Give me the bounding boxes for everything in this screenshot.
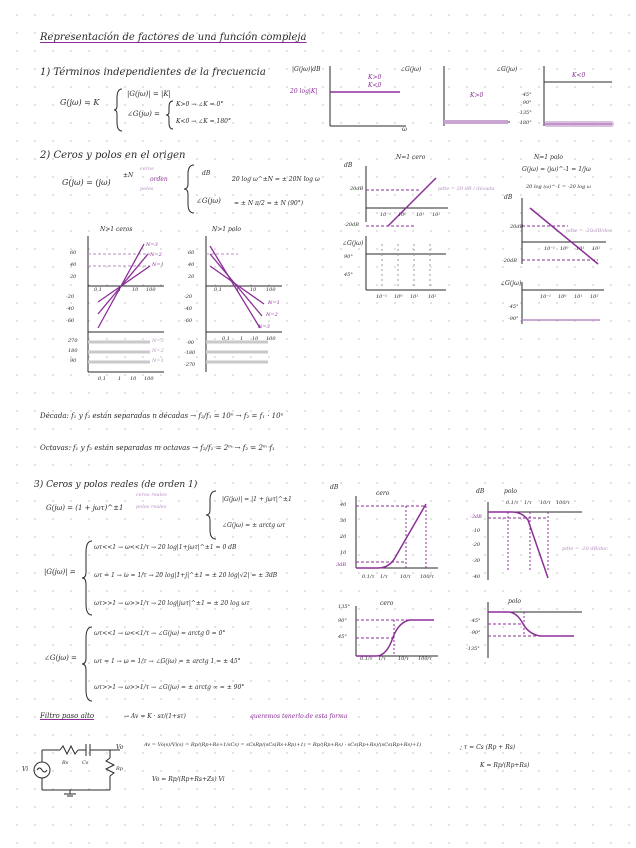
s3-pz-ylabel: dB — [476, 488, 485, 495]
s2-n1-p-x3: 10² — [592, 246, 601, 252]
s2-db-eq: 20 log ω^±N = ± 20N log ω — [232, 176, 320, 183]
s1-g1-kneg: K<0 — [368, 82, 382, 89]
s2-p-y5: -60 — [184, 318, 193, 324]
s2-p-px1: 1 — [240, 336, 244, 342]
s3-mag-lbl: |G(jω)| = — [44, 568, 76, 576]
s2-n1-polo-ylabel: dB — [504, 194, 513, 201]
s2-n1-cero-ylabel: dB — [344, 162, 353, 169]
s3-ann-ceros: ceros reales — [136, 492, 167, 498]
s3-m3: ωτ>>1 → ω>>1/τ → 20 log|jωτ|^±1 = ± 20 log ωτ — [94, 600, 250, 607]
s2-p-n3: N=3 — [258, 324, 270, 330]
s2-n1-p-px2: 10¹ — [574, 294, 583, 300]
s2-p-px2: 10 — [252, 336, 259, 342]
s2-p-y1: 40 — [188, 262, 195, 268]
s2-c-y2: 20 — [70, 274, 77, 280]
s3-cph-x0: 0.1/τ — [360, 656, 373, 662]
s3-pz-y2: -20 — [472, 542, 481, 548]
circuit-diagram — [30, 740, 140, 798]
s1-g3-tick-2: -135° — [518, 110, 532, 116]
s1-mag-graph — [322, 66, 412, 132]
s2-polo-eq1: G(jω) = (jω)^-1 = 1/jω — [522, 166, 591, 173]
s1-kpos: K>0 → ∠K = 0° — [176, 101, 224, 108]
s2-polo-eq2: 20 log (ω)^-1 = -20 log ω — [526, 184, 591, 190]
s2-c-px1: 1 — [118, 376, 122, 382]
s3-cz-y0: 40 — [340, 502, 347, 508]
s2-c-ph0: 270 — [68, 338, 78, 344]
section-3-heading: 3) Ceros y polos reales (de orden 1) — [34, 480, 198, 490]
s2-n1-p-x1: 10⁰ — [560, 246, 569, 252]
section-2-heading: 2) Ceros y polos en el origen — [40, 150, 186, 161]
s2-p-ph2: -270 — [184, 362, 196, 368]
s2-c-y3: -20 — [66, 294, 75, 300]
s3-cz-y4: 3dB — [336, 562, 347, 568]
s2-p-px3: 100 — [266, 336, 276, 342]
s2-n-ceros: N>1 ceros — [100, 226, 133, 233]
s1-g3-tick-0: -45° — [521, 92, 532, 98]
s3-cph-x2: 10/τ — [398, 656, 409, 662]
s3-cz-y2: 20 — [340, 534, 347, 540]
s3-cz-x0: 0.1/τ — [362, 574, 375, 580]
s2-c-x0: 0,1 — [94, 287, 102, 293]
s2-n1-c-px0: 10⁻¹ — [376, 294, 388, 300]
s3-ph-lbl: ∠G(jω) = — [44, 654, 77, 662]
s2-c-n3: N=3 — [146, 242, 158, 248]
s1-g3-k: K<0 — [572, 72, 586, 79]
s2-c-x1: 1 — [118, 287, 122, 293]
s1-g2-ylabel: ∠G(jω) — [400, 66, 422, 73]
s2-c-ph1: 180 — [68, 348, 78, 354]
s2-exp: ±N — [123, 172, 134, 179]
s2-n1-c-px1: 10⁰ — [394, 294, 403, 300]
s3-polo-title: polo — [504, 488, 517, 495]
s1-mag: |G(jω)| = |K| — [127, 90, 171, 98]
s2-n1-cero: N=1 cero — [396, 154, 426, 161]
s2-c-phn3: N=3 — [152, 338, 164, 344]
s2-n1-c-px3: 10² — [428, 294, 437, 300]
s2-n1-polo: N=1 polo — [534, 154, 563, 161]
s3-pz-x0: 0.1/τ — [506, 500, 519, 506]
s3-cz-y1: 30 — [340, 518, 347, 524]
s3-pz-y1: -10 — [472, 528, 481, 534]
s2-n1-p-x2: 10¹ — [576, 246, 585, 252]
s1-g3-tick-1: -90° — [521, 100, 532, 106]
decada-text: Década: f₁ y f₂ están separadas n décadas → f₂/f₁ = 10ⁿ → f₂ = f₁ · 10ⁿ — [40, 412, 284, 420]
s3-pz-x3: 100/τ — [556, 500, 570, 506]
s2-c-y5: -60 — [66, 318, 75, 324]
s3-cph-y2: 45° — [338, 634, 347, 640]
s3-pph-y2: -135° — [466, 646, 480, 652]
s2-ph-label: ∠G(jω) — [196, 197, 221, 205]
s2-c-y0: 60 — [70, 250, 77, 256]
s2-n1-polo-m20db: -20dB — [502, 258, 517, 264]
s2-n1-p-px0: 10⁻¹ — [540, 294, 552, 300]
s3-cph-x3: 100/τ — [418, 656, 432, 662]
s3-cz-x1: 1/τ — [380, 574, 388, 580]
s3-pph-y1: -90° — [470, 630, 481, 636]
s2-n1-polo-m45: -45° — [508, 304, 519, 310]
s2-c-phn1: N=1 — [152, 358, 164, 364]
s3-cph-y1: 90° — [338, 618, 347, 624]
s2-p-n2: N=2 — [266, 312, 278, 318]
circuit-cs: Cs — [82, 760, 89, 766]
s2-p-ph0: -90 — [186, 340, 195, 346]
s3-mag: |G(jω)| = |1 + jωτ|^±1 — [222, 496, 292, 503]
s3-cero-title: cero — [376, 490, 390, 497]
s2-n-polos: N>1 polo — [212, 226, 241, 233]
s2-n1-c-x3: 10² — [432, 212, 441, 218]
s3-pz-x2: 10/τ — [540, 500, 551, 506]
filtro-eq-vo: Vo = Rp/(Rp+Rs+Zs) Vi — [152, 776, 225, 783]
s2-n1-cero-ph: ∠G(jω) — [342, 240, 364, 247]
s2-c-n2: N=2 — [150, 252, 162, 258]
s2-brace — [184, 164, 196, 214]
s2-polos-graphs — [198, 236, 288, 376]
s2-c-x3: 100 — [146, 287, 156, 293]
s2-n1-cero-45: 45° — [344, 272, 353, 278]
s2-p-y4: -40 — [184, 306, 193, 312]
s1-g2-k: K>0 — [470, 92, 484, 99]
page-title: Representación de factores de una función compleja — [40, 32, 307, 43]
s2-p-x3: 100 — [266, 287, 276, 293]
s3-polo-ph-title: polo — [508, 598, 521, 605]
s1-brace2 — [166, 100, 174, 130]
s2-n1-cero-graph — [350, 166, 450, 306]
s2-n1-cero-20db: 20dB — [350, 186, 364, 192]
s2-c-y4: -40 — [66, 306, 75, 312]
s3-polo-mag-graph — [478, 502, 588, 582]
s3-cz-x2: 10/τ — [400, 574, 411, 580]
s3-pz-x1: 1/τ — [524, 500, 532, 506]
s3-pz-y4: -40 — [472, 574, 481, 580]
s3-ph-brace — [82, 626, 94, 702]
s1-g1-kpos: K>0 — [368, 74, 382, 81]
filtro-title: Filtro paso alto — [40, 712, 95, 720]
s2-c-px2: 10 — [130, 376, 137, 382]
s2-slope-cero: pdte = 20 dB / década — [438, 186, 495, 192]
s1-brace — [114, 88, 124, 132]
s2-n1-p-x0: 10⁻¹ — [544, 246, 556, 252]
s3-m2: ωτ = 1 → ω = 1/τ → 20 log|1+j|^±1 = ± 20 log|√2| = ± 3dB — [94, 572, 278, 579]
s3-pdte-polo: pdte = -20 dB/dec — [562, 546, 608, 552]
s3-cz-x3: 100/τ — [420, 574, 434, 580]
s2-p-n1: N=1 — [268, 300, 280, 306]
s2-p-x2: 10 — [250, 287, 257, 293]
s3-cz-y3: 10 — [340, 550, 347, 556]
section-1-heading: 1) Términos independientes de la frecuencia — [40, 67, 266, 78]
s2-p-ph1: -180 — [184, 350, 196, 356]
filtro-tau: ; τ = Cs (Rp + Rs) — [460, 744, 516, 751]
octava-text: Octavas: f₁ y f₂ están separadas m octavas → f₂/f₁ = 2ᵐ → f₂ = 2ᵐ f₁ — [40, 444, 275, 452]
s2-n1-polo-20db: 20dB — [510, 224, 524, 230]
s2-n1-cero-m20db: -20dB — [344, 222, 359, 228]
s2-p-y2: 20 — [188, 274, 195, 280]
s2-p-px0: 0,1 — [222, 336, 230, 342]
s3-cero-ph-title: cero — [380, 600, 394, 607]
s1-g3-tick-3: -180° — [518, 120, 532, 126]
s3-p3: ωτ>>1 → ω>>1/τ → ∠G(jω) = ± arctg ∞ = ± 90° — [94, 684, 245, 691]
s2-n1-p-px1: 10⁰ — [558, 294, 567, 300]
s2-n1-c-x1: 10⁰ — [398, 212, 407, 218]
s3-eq: G(jω) = (1 + jωτ)^±1 — [46, 504, 124, 512]
s2-n1-polo-graph — [508, 198, 608, 326]
s2-n1-polo-m90: -90° — [508, 316, 519, 322]
s3-ann-polos: polos reales — [136, 504, 167, 510]
s2-c-ph2: 90 — [70, 358, 77, 364]
s2-slope-polo: pdte = -20 dB/dec — [566, 228, 612, 234]
s3-mag-brace — [82, 540, 94, 616]
circuit-vi: Vi — [22, 766, 29, 773]
s3-cero-ph-graph — [346, 606, 442, 662]
s1-phase-graph-pos — [440, 66, 512, 132]
s2-p-x0: 0,1 — [214, 287, 222, 293]
s2-ann-ceros: ceros — [140, 166, 154, 172]
s2-n1-c-x2: 10¹ — [416, 212, 425, 218]
filtro-eq-av: Av = Vo(s)/Vi(s) = Rp/(Rp+Rs+1/sCs) = sCsRp/(sCs(Rs+Rp)+1) = Rp/(Rp+Rs) · sCs(Rp+Rs)/(sCs(Rp+Rs)+1) — [144, 742, 422, 748]
s1-phase: ∠G(jω) = — [127, 110, 160, 118]
s3-cero-mag-graph — [346, 496, 442, 580]
s2-p-y3: -20 — [184, 294, 193, 300]
s3-p2: ωτ = 1 → ω = 1/τ → ∠G(jω) = ± arctg 1 = ± 45° — [94, 658, 241, 665]
circuit-rp: Rp — [116, 766, 123, 772]
s2-c-y1: 40 — [70, 262, 77, 268]
s2-c-phn2: N=2 — [152, 348, 164, 354]
s2-p-x1: 1 — [236, 287, 240, 293]
s2-db-label: dB — [202, 170, 211, 177]
s3-cph-y0: 135° — [338, 604, 351, 610]
s3-cz-ylabel: dB — [330, 484, 339, 491]
circuit-rs: Rs — [62, 760, 69, 766]
circuit-vo: Vo — [116, 744, 124, 751]
s3-pz-y0: -3dB — [470, 514, 482, 520]
s3-brace — [206, 490, 218, 540]
s3-cph-x1: 1/τ — [378, 656, 386, 662]
s2-c-px0: 0,1 — [98, 376, 106, 382]
s2-ph-eq: = ± N π/2 = ± N (90°) — [234, 200, 304, 207]
s2-ann-polos: polos — [140, 186, 154, 192]
s2-n1-c-px2: 10¹ — [410, 294, 419, 300]
s2-ann-orden: orden — [150, 176, 168, 183]
s1-eq: G(jω) = K — [60, 98, 100, 107]
s2-c-n1: N=1 — [152, 262, 164, 268]
s2-c-px3: 100 — [144, 376, 154, 382]
s2-n1-c-x0: 10⁻¹ — [380, 212, 392, 218]
s1-g3-ylabel: ∠G(jω) — [496, 66, 518, 73]
s3-pph-y0: -45° — [470, 618, 481, 624]
filtro-note: queremos tenerlo de esta forma — [250, 713, 348, 720]
s1-g1-level: 20 log|K| — [290, 88, 318, 95]
s2-p-y0: 60 — [188, 250, 195, 256]
s3-polo-ph-graph — [478, 602, 588, 660]
s2-c-x2: 10 — [132, 287, 139, 293]
filtro-av: → Av = K · sτ/(1+sτ) — [124, 713, 186, 720]
s3-m1: ωτ<<1 → ω<<1/τ → 20 log|1+jωτ|^±1 = 0 dB — [94, 544, 237, 551]
s1-kneg: K<0 → ∠K = 180° — [176, 118, 231, 125]
filtro-k: K = Rp/(Rp+Rs) — [480, 762, 530, 769]
s3-phase: ∠G(jω) = ± arctg ωτ — [222, 522, 286, 529]
s2-n1-p-px3: 10² — [590, 294, 599, 300]
s2-n1-cero-90: 90° — [344, 254, 353, 260]
s1-g1-ylabel: |G(jω)|dB — [292, 66, 321, 73]
s3-p1: ωτ<<1 → ω<<1/τ → ∠G(jω) = arctg 0 = 0° — [94, 630, 226, 637]
s1-g1-omega: ω — [402, 126, 407, 133]
s3-pz-y3: -30 — [472, 558, 481, 564]
s2-n1-polo-ph: ∠G(jω) — [500, 280, 522, 287]
s2-eq: G(jω) = (jω) — [62, 178, 111, 187]
